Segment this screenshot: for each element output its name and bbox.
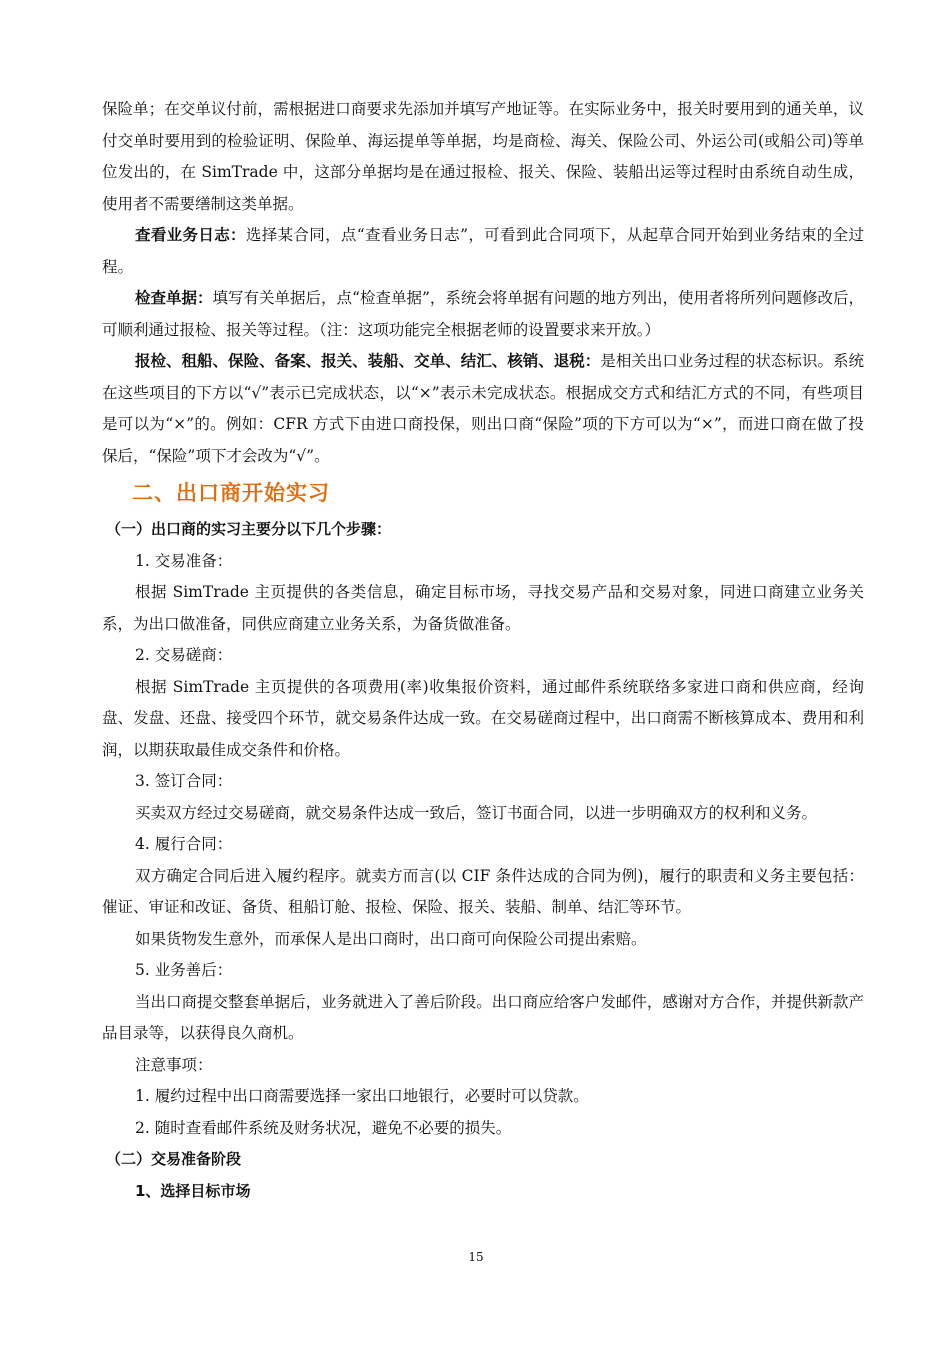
subsection-heading-1: （一）出口商的实习主要分以下几个步骤： <box>106 520 392 538</box>
page-number: 15 <box>468 1250 484 1264</box>
term-check-docs: 检查单据： <box>135 289 213 307</box>
step-1-label: 1. 交易准备： <box>135 551 233 570</box>
intro-paragraph-2 <box>102 220 864 283</box>
subsection-heading-2: （二）交易准备阶段 <box>106 1150 242 1168</box>
page-content <box>102 94 864 1207</box>
intro-paragraph-3 <box>102 283 864 346</box>
note-item-2: 2. 随时查看邮件系统及财务状况，避免不必要的损失。 <box>135 1118 512 1137</box>
notes-label: 注意事项： <box>135 1055 213 1074</box>
term-view-log-text: 选择某合同，点“查看业务日志”，可看到此合同项下，从起草合同开始到业务结束的全过程。 <box>102 226 864 276</box>
step-4-extra: 如果货物发生意外，而承保人是出口商时，出口商可向保险公司提出索赔。 <box>135 929 647 948</box>
term-check-docs-text: 填写有关单据后，点“检查单据”，系统会将单据有问题的地方列出，使用者将所列问题修改后，可顺利通过报检、报关等过程。（注：这项功能完全根据老师的设置要求来开放。） <box>102 289 864 339</box>
step-5-label: 5. 业务善后： <box>135 961 233 979</box>
term-status-items-text: 是相关出口业务过程的状态标识。系统在这些项目的下方以“√”表示已完成状态，以“×”表示未完成状态。根据成交方式和结汇方式的不同，有些项目是可以为“×”的。例如：CFR 方式下由进口商投保，则出口商“保险”项的下方可以为“×”，而进口商在做了投保后，“保险”项下才会改为“√”。 <box>102 352 864 465</box>
step-5-text: 当出口商提交整套单据后，业务就进入了善后阶段。出口商应给客户发邮件，感谢对方合作，并提供新款产品目录等，以获得良久商机。 <box>102 992 864 1042</box>
step-4-label: 4. 履行合同： <box>135 835 233 853</box>
step-4-text: 双方确定合同后进入履约程序。就卖方而言(以 CIF 条件达成的合同为例)，履行的职责和义务主要包括：催证、审证和改证、备货、租船订舱、报检、保险、报关、装船、制单、结汇等环节。 <box>102 866 864 916</box>
note-item-1: 1. 履约过程中出口商需要选择一家出口地银行，必要时可以贷款。 <box>135 1087 589 1105</box>
step-3-label: 3. 签订合同： <box>135 772 233 790</box>
intro-paragraph-1: 保险单；在交单议付前，需根据进口商要求先添加并填写产地证等。在实际业务中，报关时要用到的通关单，议付交单时要用到的检验证明、保险单、海运提单等单据，均是商检、海关、保险公司、外运公司(或船公司)等单位发出的，在 SimTrade 中，这部分单据均是在通过报检、报关、保险、装船出运等过程时由系统自动生成，使用者不需要缮制这类单据。 <box>102 100 864 213</box>
term-view-log: 查看业务日志： <box>135 226 246 244</box>
subsection-item-heading: 1、选择目标市场 <box>135 1181 251 1200</box>
intro-paragraph-4 <box>102 346 864 472</box>
step-2-label: 2. 交易磋商： <box>135 646 233 664</box>
section-heading: 二、出口商开始实习 <box>132 481 330 505</box>
step-1-text: 根据 SimTrade 主页提供的各类信息，确定目标市场，寻找交易产品和交易对象，同进口商建立业务关系，为出口做准备，同供应商建立业务关系，为备货做准备。 <box>102 583 864 633</box>
term-status-items: 报检、租船、保险、备案、报关、装船、交单、结汇、核销、退税： <box>135 352 601 370</box>
step-3-text: 买卖双方经过交易磋商，就交易条件达成一致后，签订书面合同，以进一步明确双方的权利和义务。 <box>135 803 818 822</box>
step-2-text: 根据 SimTrade 主页提供的各项费用(率)收集报价资料，通过邮件系统联络多家进口商和供应商，经询盘、发盘、还盘、接受四个环节，就交易条件达成一致。在交易磋商过程中，出口商需不断核算成本、费用和利润，以期获取最佳成交条件和价格。 <box>102 677 864 759</box>
